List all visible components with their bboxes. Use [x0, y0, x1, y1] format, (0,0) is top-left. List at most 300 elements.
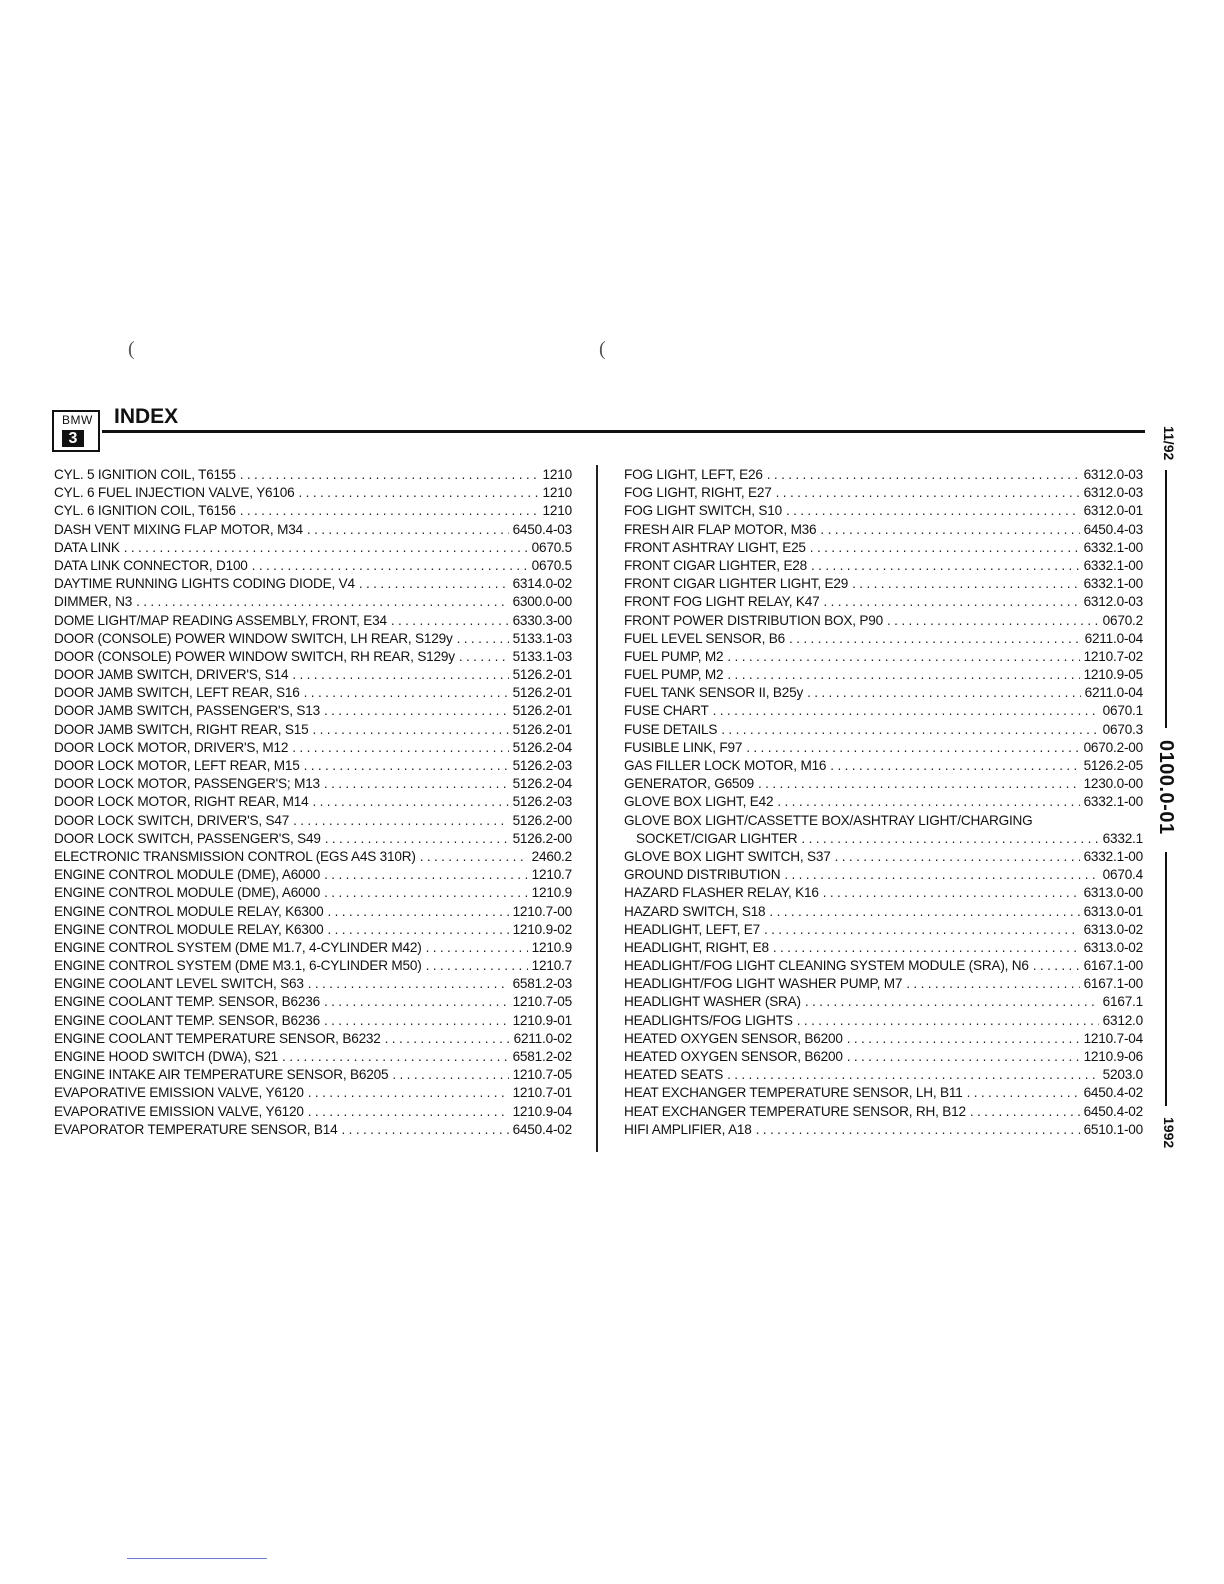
entry-label: DOOR LOCK MOTOR, LEFT REAR, M15: [54, 758, 300, 773]
index-entry: [54, 721, 572, 739]
entry-label: DAYTIME RUNNING LIGHTS CODING DIODE, V4: [54, 576, 355, 592]
entry-label: ENGINE INTAKE AIR TEMPERATURE SENSOR, B6205: [54, 1067, 389, 1083]
dot-leader: [292, 739, 508, 757]
index-entry: [624, 884, 1143, 902]
entry-code: 5126.2-04: [512, 776, 572, 792]
entry-label: DOOR LOCK MOTOR, PASSENGER'S; M13: [54, 776, 320, 792]
entry-code: 1210.7: [531, 958, 572, 974]
dot-leader: [777, 793, 1079, 811]
dot-leader: [240, 466, 539, 484]
dot-leader: [764, 921, 1080, 939]
entry-label: DOOR LOCK SWITCH, DRIVER'S, S47: [54, 812, 290, 828]
index-entry: [624, 939, 1143, 957]
index-entry: [624, 757, 1143, 775]
index-entry: [54, 921, 572, 939]
index-entry: [624, 575, 1143, 593]
entry-label: HEAT EXCHANGER TEMPERATURE SENSOR, LH, B11: [624, 1085, 963, 1101]
index-entry: [54, 757, 572, 775]
dot-leader: [776, 484, 1080, 502]
entry-code: 5126.2-03: [512, 794, 572, 810]
dot-leader: [847, 1030, 1080, 1048]
dot-leader: [457, 630, 509, 648]
index-entry: [54, 612, 572, 630]
entry-code: 1210.9-04: [512, 1103, 572, 1119]
index-entry: [54, 702, 572, 720]
dot-leader: [282, 1048, 509, 1066]
entry-label: CYL. 5 IGNITION COIL, T6155: [54, 467, 236, 482]
entry-label: CYL. 6 IGNITION COIL, T6156: [54, 503, 236, 519]
dot-leader: [459, 648, 509, 666]
entry-label: FRONT FOG LIGHT RELAY, K47: [624, 594, 820, 610]
dot-leader: [713, 702, 1099, 720]
index-entry: [54, 684, 572, 702]
index-entry: [54, 502, 572, 520]
entry-label: ELECTRONIC TRANSMISSION CONTROL (EGS A4S 310R): [54, 848, 416, 864]
dot-leader: [312, 793, 508, 811]
dot-leader: [385, 1030, 510, 1048]
dot-leader: [784, 866, 1098, 884]
entry-code: 1230.0-00: [1083, 776, 1143, 792]
index-entry: [624, 1084, 1143, 1102]
index-entry: [54, 1030, 572, 1048]
dot-leader: [847, 1048, 1080, 1066]
dot-leader: [835, 848, 1080, 866]
dot-leader: [1033, 957, 1080, 975]
dot-leader: [824, 593, 1080, 611]
entry-label: SOCKET/CIGAR LIGHTER: [636, 830, 798, 846]
index-entry: [624, 557, 1143, 575]
dot-leader: [769, 903, 1079, 921]
index-entry: [54, 739, 572, 757]
dot-leader: [252, 557, 528, 575]
dot-leader: [830, 757, 1079, 775]
entry-label: DOOR LOCK MOTOR, DRIVER'S, M12: [54, 739, 289, 755]
dot-leader: [324, 702, 509, 720]
index-entry: [624, 993, 1143, 1011]
entry-label: HEADLIGHT/FOG LIGHT WASHER PUMP, M7: [624, 976, 903, 992]
entry-code: 5126.2-03: [512, 758, 572, 773]
header-rule: [102, 430, 1145, 433]
index-entry: [54, 666, 572, 684]
dot-leader: [746, 739, 1079, 757]
entry-label: FRONT ASHTRAY LIGHT, E25: [624, 539, 806, 555]
dot-leader: [342, 1121, 509, 1139]
index-entry: [624, 502, 1143, 520]
entry-code: 1210.9-01: [512, 1012, 572, 1028]
entry-code: 6332.1-00: [1083, 539, 1143, 555]
entry-code: 5126.2-01: [512, 721, 572, 737]
entry-label: HEATED SEATS: [624, 1067, 724, 1083]
dot-leader: [727, 648, 1079, 666]
index-entry: [54, 1066, 572, 1084]
entry-label: ENGINE CONTROL MODULE (DME), A6000: [54, 885, 321, 901]
entry-code: 6167.1: [1102, 994, 1143, 1010]
index-entry: [54, 939, 572, 957]
index-entry: [624, 666, 1143, 684]
entry-label: HEADLIGHT, RIGHT, E8: [624, 939, 769, 955]
index-entry: [54, 1048, 572, 1066]
index-entry: [54, 848, 572, 866]
entry-label: ENGINE CONTROL SYSTEM (DME M3.1, 6-CYLINDER M50): [54, 958, 422, 974]
index-entry: [54, 648, 572, 666]
entry-code: 6313.0-02: [1083, 921, 1143, 937]
index-column-right: [624, 466, 1143, 1139]
dot-leader: [420, 848, 528, 866]
index-entry: [624, 975, 1143, 993]
index-entry: [624, 1103, 1143, 1121]
entry-code: 6332.1-00: [1083, 557, 1143, 573]
entry-code: 6314.0-02: [512, 576, 572, 592]
entry-code: 6211.0-02: [513, 1030, 572, 1046]
entry-label: ENGINE COOLANT LEVEL SWITCH, S63: [54, 976, 304, 992]
entry-code: 0670.5: [531, 557, 572, 573]
dot-leader: [308, 975, 509, 993]
entry-code: 0670.1: [1102, 703, 1143, 719]
dot-leader: [805, 993, 1099, 1011]
entry-code: 0670.2: [1102, 612, 1143, 628]
dot-leader: [767, 466, 1080, 484]
dot-leader: [307, 521, 509, 539]
index-entry: [54, 1103, 572, 1121]
index-entry: [54, 884, 572, 902]
index-entry: [54, 812, 572, 830]
entry-code: 1210.9-05: [1083, 667, 1143, 683]
entry-code: 5126.2-00: [512, 830, 572, 846]
entry-label: DIMMER, N3: [54, 594, 133, 610]
entry-code: 5126.2-01: [512, 685, 572, 701]
dot-leader: [327, 921, 508, 939]
dot-leader: [823, 884, 1080, 902]
entry-code: 0670.3: [1102, 721, 1143, 737]
dot-leader: [308, 1084, 509, 1102]
index-entry: [624, 848, 1143, 866]
entry-label: EVAPORATOR TEMPERATURE SENSOR, B14: [54, 1121, 338, 1137]
entry-label: FRONT CIGAR LIGHTER, E28: [624, 557, 808, 573]
index-entry: [624, 866, 1143, 884]
index-entry: [54, 975, 572, 993]
entry-code: 5126.2-05: [1083, 758, 1143, 773]
dot-leader: [325, 830, 509, 848]
dot-leader: [292, 666, 508, 684]
index-entry: [624, 539, 1143, 557]
dot-leader: [391, 612, 509, 630]
index-entry: [54, 903, 572, 921]
index-entry: [54, 575, 572, 593]
entry-label: GENERATOR, G6509: [624, 776, 755, 792]
entry-code: 1210.7-01: [512, 1085, 572, 1101]
entry-label: HAZARD SWITCH, S18: [624, 903, 766, 919]
dot-leader: [797, 1012, 1099, 1030]
index-entry: [624, 484, 1143, 502]
index-entry: [624, 775, 1143, 793]
entry-label: DASH VENT MIXING FLAP MOTOR, M34: [54, 521, 303, 537]
entry-label: ENGINE CONTROL MODULE RELAY, K6300: [54, 921, 324, 937]
dot-leader: [392, 1066, 508, 1084]
dot-leader: [786, 502, 1080, 520]
dot-leader: [308, 1103, 509, 1121]
entry-label: GLOVE BOX LIGHT, E42: [624, 794, 774, 810]
dot-leader: [324, 884, 527, 902]
entry-code: 1210.9: [531, 885, 572, 901]
entry-code: 5133.1-03: [512, 648, 572, 664]
index-entry: [54, 539, 572, 557]
dot-leader: [970, 1103, 1080, 1121]
entry-label: DOOR LOCK SWITCH, PASSENGER'S, S49: [54, 830, 321, 846]
entry-label: FRONT POWER DISTRIBUTION BOX, P90: [624, 612, 884, 628]
index-entry: [624, 1048, 1143, 1066]
entry-label: ENGINE COOLANT TEMP. SENSOR, B6236: [54, 1012, 320, 1028]
entry-label: DATA LINK: [54, 539, 120, 555]
entry-label: ENGINE CONTROL MODULE (DME), A6000: [54, 867, 321, 883]
entry-code: 1210.9: [531, 939, 572, 955]
index-entry: [624, 793, 1143, 811]
dot-leader: [727, 1066, 1099, 1084]
entry-label: ENGINE HOOD SWITCH (DWA), S21: [54, 1049, 279, 1064]
entry-label: DOOR LOCK MOTOR, RIGHT REAR, M14: [54, 794, 309, 810]
entry-code: 1210.7-02: [1083, 648, 1143, 664]
index-entry: [54, 1012, 572, 1030]
index-entry: [54, 557, 572, 575]
entry-label: HEATED OXYGEN SENSOR, B6200: [624, 1049, 843, 1064]
index-entry: [54, 484, 572, 502]
entry-label: ENGINE CONTROL MODULE RELAY, K6300: [54, 903, 324, 919]
entry-code: 1210.7-00: [512, 903, 572, 919]
entry-label: ENGINE COOLANT TEMP. SENSOR, B6236: [54, 994, 320, 1010]
entry-label: DOOR JAMB SWITCH, RIGHT REAR, S15: [54, 721, 309, 737]
dot-leader: [807, 684, 1081, 702]
dot-leader: [789, 630, 1081, 648]
entry-code: 6313.0-01: [1083, 903, 1143, 919]
entry-label: FUEL LEVEL SENSOR, B6: [624, 630, 786, 646]
dot-leader: [426, 939, 528, 957]
entry-label: HEATED OXYGEN SENSOR, B6200: [624, 1030, 843, 1046]
entry-label: DOOR JAMB SWITCH, DRIVER'S, S14: [54, 667, 289, 683]
entry-code: 1210.9-02: [512, 921, 572, 937]
logo-brand: BMW: [62, 413, 93, 427]
entry-code: 1210: [542, 467, 572, 482]
entry-code: 6510.1-00: [1083, 1121, 1143, 1137]
index-entry: [624, 1030, 1143, 1048]
entry-code: 6312.0-03: [1083, 485, 1143, 501]
index-entry: [624, 648, 1143, 666]
index-entry: [624, 630, 1143, 648]
dot-leader: [299, 484, 539, 502]
entry-label: DOOR JAMB SWITCH, LEFT REAR, S16: [54, 685, 300, 701]
dot-leader: [852, 575, 1079, 593]
side-rule: [1165, 852, 1167, 1106]
entry-code: 1210.7: [531, 867, 572, 883]
entry-code: 0670.5: [531, 539, 572, 555]
entry-code: 6312.0-03: [1083, 594, 1143, 610]
index-entry: [624, 521, 1143, 539]
entry-code: 6313.0-00: [1083, 885, 1143, 901]
entry-code: 5126.2-01: [512, 667, 572, 683]
entry-code: 1210.7-05: [512, 1067, 572, 1083]
index-entry: [624, 903, 1143, 921]
logo-series: 3: [62, 430, 84, 447]
entry-label: HEADLIGHTS/FOG LIGHTS: [624, 1012, 793, 1028]
index-entry: [624, 684, 1143, 702]
index-entry: [624, 739, 1143, 757]
index-entry: [54, 521, 572, 539]
entry-label: DATA LINK CONNECTOR, D100: [54, 557, 248, 573]
dot-leader: [136, 593, 509, 611]
entry-label: FUEL PUMP, M2: [624, 667, 724, 683]
dot-leader: [324, 993, 509, 1011]
entry-label: DOOR JAMB SWITCH, PASSENGER'S, S13: [54, 703, 320, 719]
entry-label: EVAPORATIVE EMISSION VALVE, Y6120: [54, 1085, 304, 1101]
entry-label: DOME LIGHT/MAP READING ASSEMBLY, FRONT, E34: [54, 612, 387, 628]
entry-code: 6312.0-03: [1083, 467, 1143, 482]
entry-code: 5133.1-03: [512, 630, 572, 646]
index-entry: [624, 593, 1143, 611]
entry-code: 5126.2-04: [512, 739, 572, 755]
entry-label: HEADLIGHT WASHER (SRA): [624, 994, 801, 1010]
entry-code: 2460.2: [531, 848, 572, 864]
entry-label: ENGINE CONTROL SYSTEM (DME M1.7, 4-CYLINDER M42): [54, 939, 422, 955]
side-section-number: 0100.0-01: [1155, 740, 1177, 835]
dot-leader: [887, 612, 1099, 630]
entry-label: HAZARD FLASHER RELAY, K16: [624, 885, 819, 901]
entry-code: 6450.4-02: [1083, 1103, 1143, 1119]
index-entry: [54, 866, 572, 884]
dot-leader: [293, 812, 508, 830]
entry-code: 6332.1: [1102, 830, 1143, 846]
index-entry: [54, 593, 572, 611]
stray-mark: (: [128, 338, 135, 360]
entry-label: FUEL PUMP, M2: [624, 648, 724, 664]
dot-leader: [727, 666, 1079, 684]
entry-code: 1210.7-04: [1083, 1030, 1143, 1046]
dot-leader: [721, 721, 1098, 739]
entry-code: 6450.4-03: [512, 521, 572, 537]
dot-leader: [240, 502, 539, 520]
entry-code: 6211.0-04: [1084, 630, 1143, 646]
dot-leader: [967, 1084, 1080, 1102]
dot-leader: [304, 684, 509, 702]
index-entry: [54, 830, 572, 848]
entry-label: DOOR (CONSOLE) POWER WINDOW SWITCH, RH REAR, S129y: [54, 648, 455, 664]
entry-code: 6300.0-00: [512, 594, 572, 610]
entry-label: FUEL TANK SENSOR II, B25y: [624, 685, 804, 701]
index-entry: [624, 466, 1143, 484]
index-entry: [54, 775, 572, 793]
dot-leader: [756, 1121, 1080, 1139]
entry-label: GLOVE BOX LIGHT/CASSETTE BOX/ASHTRAY LIGHT/CHARGING: [624, 812, 1033, 828]
dot-leader: [906, 975, 1079, 993]
entry-label: ENGINE COOLANT TEMPERATURE SENSOR, B6232: [54, 1030, 381, 1046]
dot-leader: [810, 539, 1080, 557]
dot-leader: [324, 866, 527, 884]
entry-code: 6167.1-00: [1083, 976, 1143, 992]
dot-leader: [820, 521, 1079, 539]
entry-code: 1210: [542, 485, 572, 501]
entry-code: 6450.4-02: [512, 1121, 572, 1137]
index-entry: [54, 466, 572, 484]
entry-label: HEADLIGHT/FOG LIGHT CLEANING SYSTEM MODULE (SRA), N6: [624, 958, 1029, 974]
dot-leader: [801, 830, 1098, 848]
dot-leader: [304, 757, 509, 775]
dot-leader: [359, 575, 509, 593]
entry-code: 6332.1-00: [1083, 794, 1143, 810]
index-entry: [624, 721, 1143, 739]
entry-label: GLOVE BOX LIGHT SWITCH, S37: [624, 848, 831, 864]
entry-label: HEADLIGHT, LEFT, E7: [624, 921, 760, 937]
side-year: 1992: [1161, 1117, 1177, 1149]
index-entry: [54, 993, 572, 1011]
entry-code: 6581.2-03: [512, 976, 572, 992]
entry-code: 6313.0-02: [1083, 939, 1143, 955]
dot-leader: [312, 721, 508, 739]
index-entry: [54, 1121, 572, 1139]
index-entry: [624, 1121, 1143, 1139]
side-date: 11/92: [1161, 426, 1177, 461]
entry-label: EVAPORATIVE EMISSION VALVE, Y6120: [54, 1103, 304, 1119]
entry-label: FOG LIGHT, LEFT, E26: [624, 467, 763, 482]
dot-leader: [124, 539, 528, 557]
entry-label: FOG LIGHT, RIGHT, E27: [624, 485, 772, 501]
entry-label: GAS FILLER LOCK MOTOR, M16: [624, 758, 827, 773]
index-column-left: [54, 466, 572, 1139]
dot-leader: [758, 775, 1080, 793]
index-entry: [624, 1012, 1143, 1030]
entry-label: FUSIBLE LINK, F97: [624, 739, 743, 755]
entry-code: 1210: [542, 503, 572, 519]
page-title: INDEX: [114, 405, 179, 428]
dot-leader: [773, 939, 1080, 957]
entry-code: 6332.1-00: [1083, 576, 1143, 592]
entry-code: 6450.4-03: [1083, 521, 1143, 537]
index-entry: [54, 630, 572, 648]
entry-label: FOG LIGHT SWITCH, S10: [624, 503, 782, 519]
entry-label: HEAT EXCHANGER TEMPERATURE SENSOR, RH, B12: [624, 1103, 966, 1119]
index-entry: [624, 957, 1143, 975]
entry-code: 5126.2-00: [512, 812, 572, 828]
entry-code: 6167.1-00: [1083, 958, 1143, 974]
entry-code: 6450.4-02: [1083, 1085, 1143, 1101]
entry-code: 6312.0-01: [1083, 503, 1143, 519]
column-divider: [596, 465, 598, 1152]
dot-leader: [426, 957, 528, 975]
entry-code: 5126.2-01: [512, 703, 572, 719]
entry-label: DOOR (CONSOLE) POWER WINDOW SWITCH, LH REAR, S129y: [54, 630, 453, 646]
entry-code: 6330.3-00: [512, 612, 572, 628]
index-entry: [54, 957, 572, 975]
entry-code: 0670.2-00: [1083, 739, 1143, 755]
dot-leader: [811, 557, 1080, 575]
entry-code: 0670.4: [1102, 867, 1143, 883]
index-entry: [624, 812, 1143, 830]
stray-mark: (: [599, 338, 606, 360]
index-entry: [54, 793, 572, 811]
entry-label: GROUND DISTRIBUTION: [624, 867, 781, 883]
bmw-3-series-logo: [52, 410, 100, 452]
entry-label: CYL. 6 FUEL INJECTION VALVE, Y6106: [54, 485, 295, 501]
entry-code: 1210.7-05: [512, 994, 572, 1010]
entry-code: 5203.0: [1102, 1067, 1143, 1083]
index-entry: [624, 921, 1143, 939]
index-entry: [624, 702, 1143, 720]
entry-label: FUSE DETAILS: [624, 721, 718, 737]
dot-leader: [324, 1012, 509, 1030]
entry-code: 6581.2-02: [512, 1049, 572, 1064]
entry-code: 6211.0-04: [1084, 685, 1143, 701]
entry-label: FUSE CHART: [624, 703, 709, 719]
entry-code: 1210.9-06: [1083, 1049, 1143, 1064]
entry-label: FRONT CIGAR LIGHTER LIGHT, E29: [624, 576, 849, 592]
index-entry: [54, 1084, 572, 1102]
stray-underline: [127, 1558, 267, 1559]
